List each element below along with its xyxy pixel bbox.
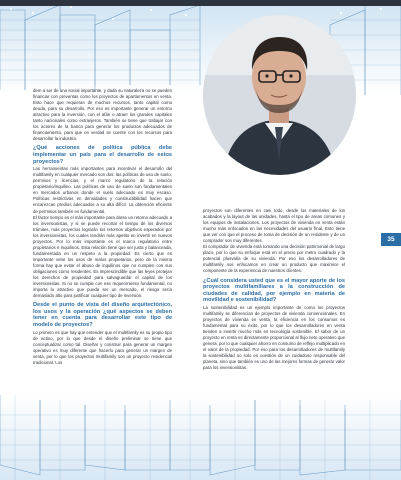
body-paragraph: Lo primero es que hay que entender que el multifamily es su propio tipo de activo, por lo que desde el diseño preliminar se tiene que conceptualizar como tal. Diseñar y construir para generar un margen operativo es muy diferente que hacerlo para generar un margen de venta, por lo que los proyectos multifamily son un proyecto residencial tradicional. Los bbox=[33, 329, 172, 365]
question-heading: ¿Cuál considera usted que es el mayor aporte de los proyectos multifamiliares a la construcción de ciudades de calidad, por ejemplo en materia de movilidad e sostenibilidad? bbox=[203, 277, 345, 304]
body-paragraph: El comprador de vivienda está tomando una decisión patrimonial de largo plazo, por lo que su enfoque está en el precio por metro cuadrado y la potencial plusvalía de su vivienda. Por eso los desarrolladores de multifamily nos enfocamos en crear un producto que maximice el componente de la experiencia de nuestros clientes. bbox=[203, 244, 345, 274]
body-paragraph: proyectos son diferentes en casi todo, desde los materiales de los acabados y la layout de las unidades, hasta el tipo de areas comunes y los equipos de instalaciones. Los proyectos de vivienda en venta están mucho más enfocados en las necesidades del usuario final. Esto tiene que ver con que el proceso de toma de decisión de un residente y de un comprador son muy diferentes. bbox=[203, 208, 345, 244]
question-heading: ¿Qué acciones de política pública debe implementar un país para el desarrollo de estos proyectos? bbox=[33, 145, 172, 165]
body-paragraph: Las herramientas más importantes para incentivar el desarrollo del multifamily en cualquier mercado son dos: las políticas de uso de suelo, permisos y licencias, y el marco regulatorio de la relación propietario/inquilino. Las políticas de uso de suelo son fundamentales en mercados urbanos donde el suelo adecuado es muy escaso. Políticas restrictivas en densidades y constructibilidad hacen que encarezcan predios adecuados a su alta difícil. La obtención eficiente de permisos también es fundamental. bbox=[33, 166, 172, 214]
question-heading: Desde el punto de vista del diseño arquitectónico, los usos y la operación ¿qué aspectos se deben tener en cuenta para desarrollar este tipo de modelo de proyectos? bbox=[33, 302, 172, 329]
top-band bbox=[0, 0, 401, 6]
page-number: 35 bbox=[381, 233, 401, 246]
article-column-right bbox=[203, 208, 345, 371]
body-paragraph: dem a ser de uno social importante, y dada su naturaleza no se pueden financiar con preventas como los proyectos de apartamentos en venta. Esto hace que requieran de muchos recursos, tanto capital como deuda, para su desarrollo. Por eso es importante generar un entorno atractivo para la inversión, con el afán e atraer los grandes capitales tanto nacionales como extranjeros. También se tiene que trabajar con los actores de la banca para generar los productos adecuados de financiamiento, para que en verdad se cuente con los recursos para desarrollar la industria. bbox=[33, 88, 172, 142]
body-paragraph: La sostenibilidad es un ejemplo importante de como los proyectos multifamily se diferencian de proyectos de vivienda convencionales. En proyectos de vivienda en venta, la eficiencia en los consumos es fundamental para su éxito, por lo que los desarrolladores en venta tienden a invertir mucho más en tecnología sostenible. El sabor de un proyecto en renta es directamente proporcional al flujo neto operativo que genera, por lo que cualquier ahorro en consumo de reflejo multiplicado en el valor de la propiedad. Por eso para los desarrolladores de multifamily la sostenibilidad no solo es cuestión de un cuidadoso responsable del planeta, sino que también es uno de las mejores formas de generar valor para los inversionistas. bbox=[203, 304, 345, 371]
article-column-left bbox=[33, 88, 172, 366]
body-paragraph: El factor tiempo es el más importante para darse un retorno adecuado a los inversionistas, y si se puede recortar el tiempo de los diversos trámites, más proyectos lograrán los retornos objetivos esperados por los inversionistas, los cuales tendrán más apetito en invertir en nuevos proyectos. Por lo más importante es el marco regulatorio entre propietarios e inquilinos. Esta relación tiene que ser justa y balanceada, fundamentada en un respeto a la propiedad. Es cierto que es importante velar los usos de malos propietarios, pero de la misma forma hay que evitar el abuso de inquilinos que no cumplen con sus obligaciones como residentes. Es imprescindible que las leyes protejan los derechos de propiedad para salvaguardar el capital de los inversionistas. Si no se cumple con ese requerimiento fundamental, no importa lo atractivo que pueda ser un mercado, el riesgo sería demasiado alto para justificar cualquier tipo de inversión. bbox=[33, 214, 172, 299]
interviewee-portrait bbox=[203, 15, 356, 175]
